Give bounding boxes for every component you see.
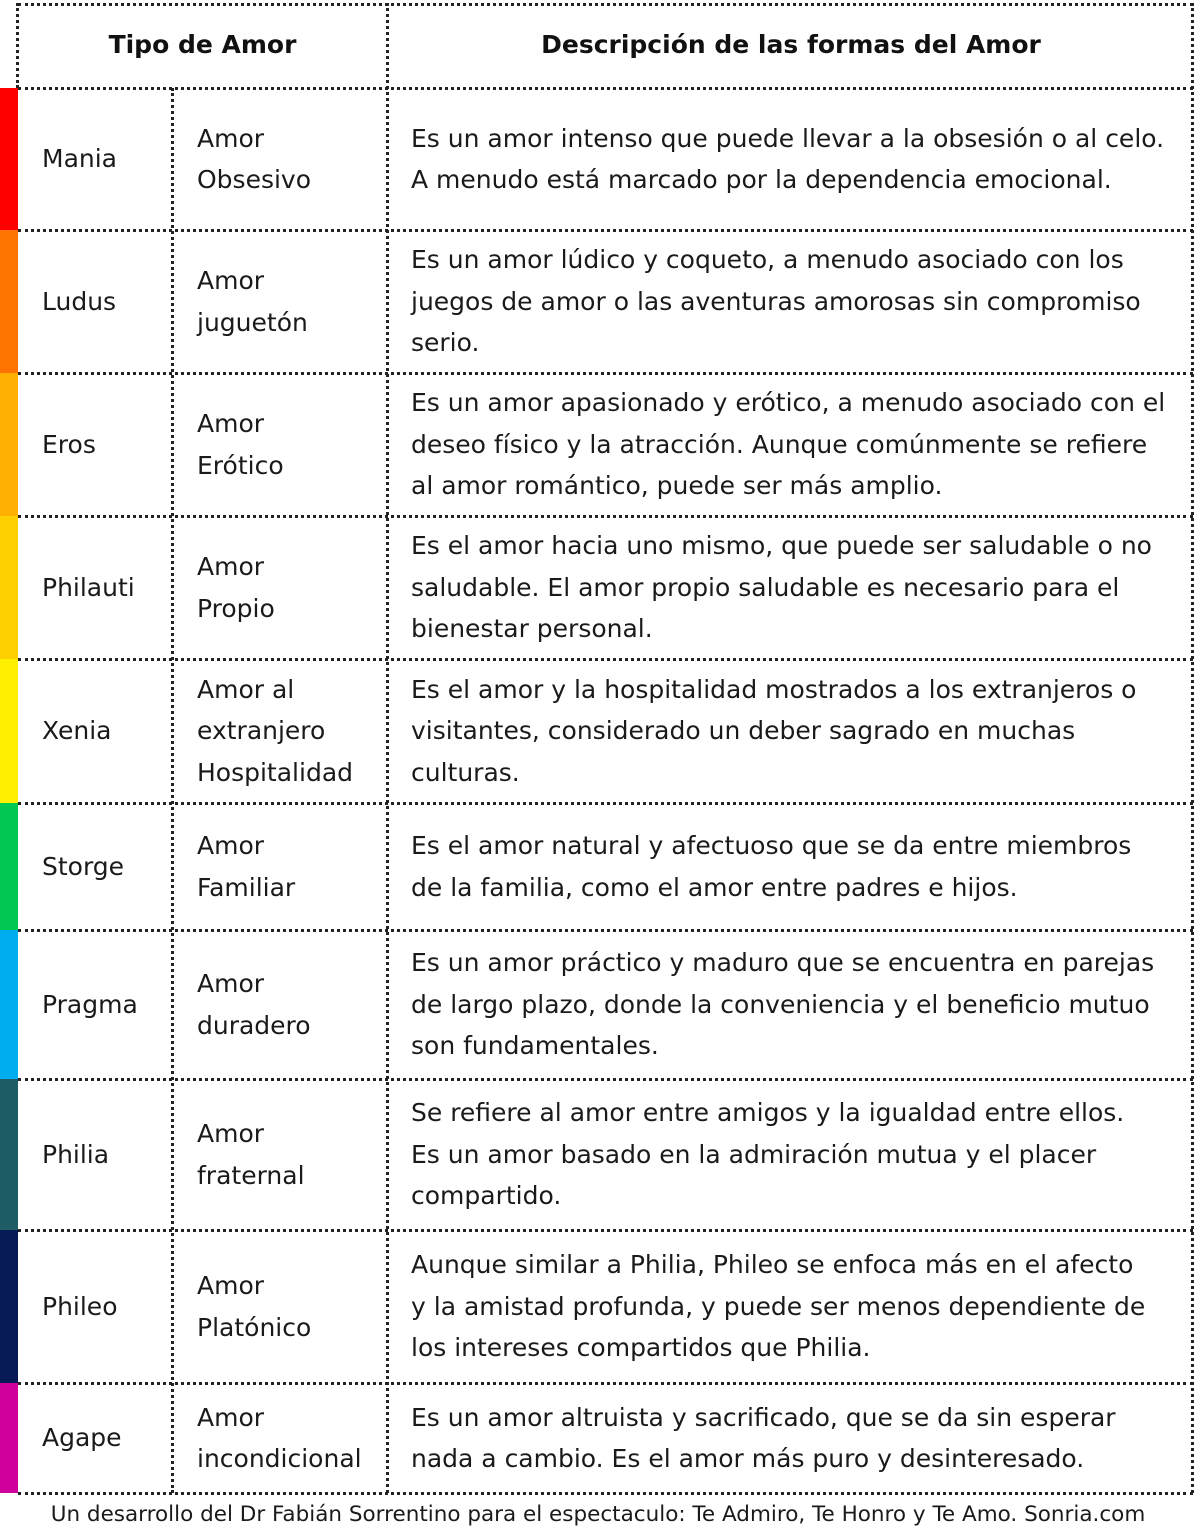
love-type-description-text: Es un amor práctico y maduro que se encuentra en parejas de largo plazo, donde la conveniencia y el beneficio mutuo son fundamentales. (411, 948, 1155, 1061)
love-type-name-text: Philauti (42, 572, 135, 602)
row-color-bar (0, 659, 18, 803)
love-type-name (42, 1230, 170, 1383)
header-type: Tipo de Amor (108, 29, 297, 59)
table-bottom-border (18, 1492, 1193, 1495)
row-color-bar (0, 930, 18, 1079)
love-type-kind (197, 373, 385, 516)
love-type-description-text: Aunque similar a Philia, Phileo se enfoca más en el afecto y la amistad profunda, y puede ser menos dependiente de los intereses compartidos que Philia. (411, 1250, 1146, 1363)
love-type-description-text: Se refiere al amor entre amigos y la igualdad entre ellos. Es un amor basado en la admiración mutua y el placer compartido. (411, 1098, 1125, 1211)
love-type-description (411, 803, 1186, 930)
love-type-name (42, 88, 170, 230)
love-type-description-text: Es el amor natural y afectuoso que se da entre miembros de la familia, como el amor entre padres e hijos. (411, 831, 1132, 902)
love-type-kind (197, 1230, 385, 1383)
love-type-kind (197, 516, 385, 659)
love-type-description (411, 659, 1186, 803)
love-type-description (411, 1383, 1186, 1493)
love-type-name (42, 516, 170, 659)
love-type-name (42, 1079, 170, 1230)
row-color-bar (0, 88, 18, 230)
love-type-description-text: Es el amor hacia uno mismo, que puede ser saludable o no saludable. El amor propio saludable es necesario para el bienestar personal. (411, 531, 1152, 644)
love-type-name-text: Agape (42, 1423, 122, 1453)
love-type-description (411, 88, 1186, 230)
row-color-bar (0, 230, 18, 373)
row-color-bar (0, 803, 18, 930)
love-type-description (411, 516, 1186, 659)
header-description: Descripción de las formas del Amor (541, 29, 1041, 59)
love-type-description (411, 1079, 1186, 1230)
table-top-border (18, 3, 1193, 6)
love-type-description (411, 1230, 1186, 1383)
love-type-kind (197, 803, 385, 930)
love-type-name-text: Phileo (42, 1291, 118, 1321)
love-type-kind-text: Amor Obsesivo (197, 123, 312, 194)
love-type-name (42, 803, 170, 930)
love-type-name (42, 373, 170, 516)
love-type-description (411, 230, 1186, 373)
love-type-kind (197, 659, 385, 803)
row-color-bar (0, 373, 18, 516)
love-type-description-text: Es el amor y la hospitalidad mostrados a los extranjeros o visitantes, considerado un deber sagrado en muchas culturas. (411, 674, 1137, 787)
love-type-name (42, 659, 170, 803)
row-color-bar (0, 516, 18, 659)
love-type-name-text: Mania (42, 144, 117, 174)
love-type-name-text: Storge (42, 851, 125, 881)
love-type-name-text: Pragma (42, 989, 138, 1019)
love-type-description (411, 373, 1186, 516)
love-type-kind-text: Amor fraternal (197, 1119, 305, 1190)
row-color-bar (0, 1079, 18, 1230)
love-type-kind-text: Amor incondicional (197, 1402, 362, 1473)
love-type-kind (197, 230, 385, 373)
table-right-border (1191, 3, 1194, 1493)
footer-credit: Un desarrollo del Dr Fabián Sorrentino para el espectaculo: Te Admiro, Te Honro y Te Amo. Sonria.com (50, 1502, 1146, 1527)
love-type-kind (197, 1079, 385, 1230)
row-color-bar (0, 1230, 18, 1383)
love-type-name (42, 230, 170, 373)
table-left-border (16, 3, 19, 88)
love-type-kind-text: Amor Propio (197, 552, 275, 623)
love-type-description (411, 930, 1186, 1079)
love-type-name (42, 930, 170, 1079)
row-color-bar (0, 1383, 18, 1493)
love-type-kind (197, 1383, 385, 1493)
love-type-name-text: Eros (42, 429, 96, 459)
love-type-description-text: Es un amor altruista y sacrificado, que se da sin esperar nada a cambio. Es el amor más puro y desinteresado. (411, 1402, 1116, 1473)
column-divider-main (386, 3, 389, 1493)
love-type-description-text: Es un amor intenso que puede llevar a la obsesión o al celo. A menudo está marcado por la dependencia emocional. (411, 123, 1165, 194)
love-type-kind (197, 88, 385, 230)
love-type-kind-text: Amor duradero (197, 969, 311, 1040)
love-type-kind-text: Amor Platónico (197, 1271, 312, 1342)
love-type-kind-text: Amor juguetón (197, 266, 308, 337)
love-type-name (42, 1383, 170, 1493)
love-type-kind-text: Amor al extranjero Hospitalidad (197, 674, 354, 787)
love-type-name-text: Xenia (42, 716, 112, 746)
love-type-name-text: Philia (42, 1139, 110, 1169)
love-type-kind (197, 930, 385, 1079)
love-type-kind-text: Amor Familiar (197, 831, 296, 902)
love-type-name-text: Ludus (42, 286, 117, 316)
column-divider-sub (171, 88, 174, 1493)
love-type-description-text: Es un amor lúdico y coqueto, a menudo asociado con los juegos de amor o las aventuras amorosas sin compromiso serio. (411, 245, 1141, 358)
love-type-description-text: Es un amor apasionado y erótico, a menudo asociado con el deseo físico y la atracción. Aunque comúnmente se refiere al amor romántico, puede ser más amplio. (411, 388, 1166, 501)
love-type-kind-text: Amor Erótico (197, 409, 284, 480)
